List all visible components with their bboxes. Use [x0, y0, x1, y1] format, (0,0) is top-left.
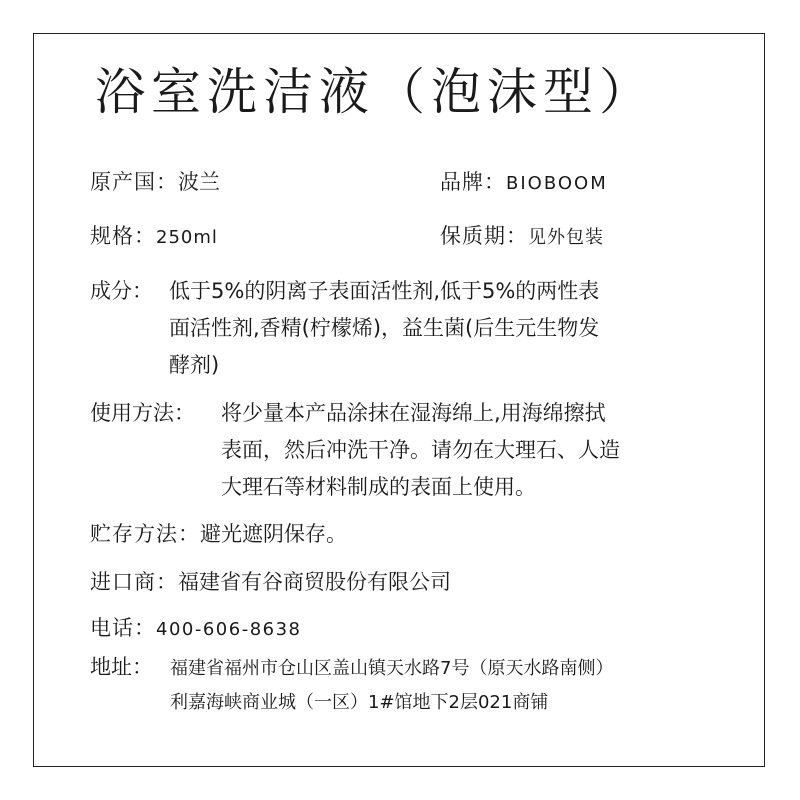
usage-text [221, 395, 620, 506]
origin-value: 波兰 [178, 170, 220, 194]
storage-row [90, 518, 347, 550]
brand-row [440, 166, 608, 200]
brand-value: BIOBOOM [506, 173, 608, 194]
importer-label: 进口商： [90, 570, 178, 594]
address-text [170, 652, 613, 720]
ingredients-line: 面活性剂,香精(柠檬烯)，益生菌(后生元生物发 [169, 316, 600, 340]
importer-row [90, 566, 451, 598]
spec-label: 规格： [90, 224, 156, 248]
usage-line: 将少量本产品涂抹在湿海绵上,用海绵擦拭 [221, 401, 606, 425]
storage-label: 贮存方法： [90, 522, 200, 546]
origin-row [90, 166, 220, 198]
origin-label: 原产国： [90, 170, 178, 194]
usage-line: 表面，然后冲洗干净。请勿在大理石、人造 [221, 438, 620, 462]
ingredients-label: 成分： [90, 279, 153, 303]
shelf-life-value: 见外包装 [528, 227, 604, 248]
importer-value: 福建省有谷商贸股份有限公司 [178, 570, 451, 594]
product-title: 浴室洗洁液（泡沫型） [95, 63, 655, 121]
address-line: 福建省福州市仓山区盖山镇天水路7号（原天水路南侧） [170, 658, 614, 679]
ingredients-line: 酵剂) [169, 353, 220, 377]
phone-row [90, 612, 302, 646]
ingredients-text [169, 273, 599, 384]
spec-value: 250ml [156, 227, 218, 248]
shelf-life-row [440, 220, 604, 254]
ingredients-line: 低于5%的阴离子表面活性剂,低于5%的两性表 [169, 279, 600, 303]
address-label: 地址： [90, 655, 153, 679]
spec-row [90, 220, 218, 254]
address-line: 利嘉海峡商业城（一区）1#馆地下2层021商铺 [170, 692, 549, 713]
storage-value: 避光遮阴保存。 [200, 522, 347, 546]
phone-label: 电话： [90, 616, 156, 640]
usage-line: 大理石等材料制成的表面上使用。 [221, 475, 536, 499]
brand-label: 品牌： [440, 170, 506, 194]
phone-value: 400-606-8638 [156, 619, 302, 640]
usage-label: 使用方法： [90, 401, 195, 425]
shelf-life-label: 保质期： [440, 224, 528, 248]
